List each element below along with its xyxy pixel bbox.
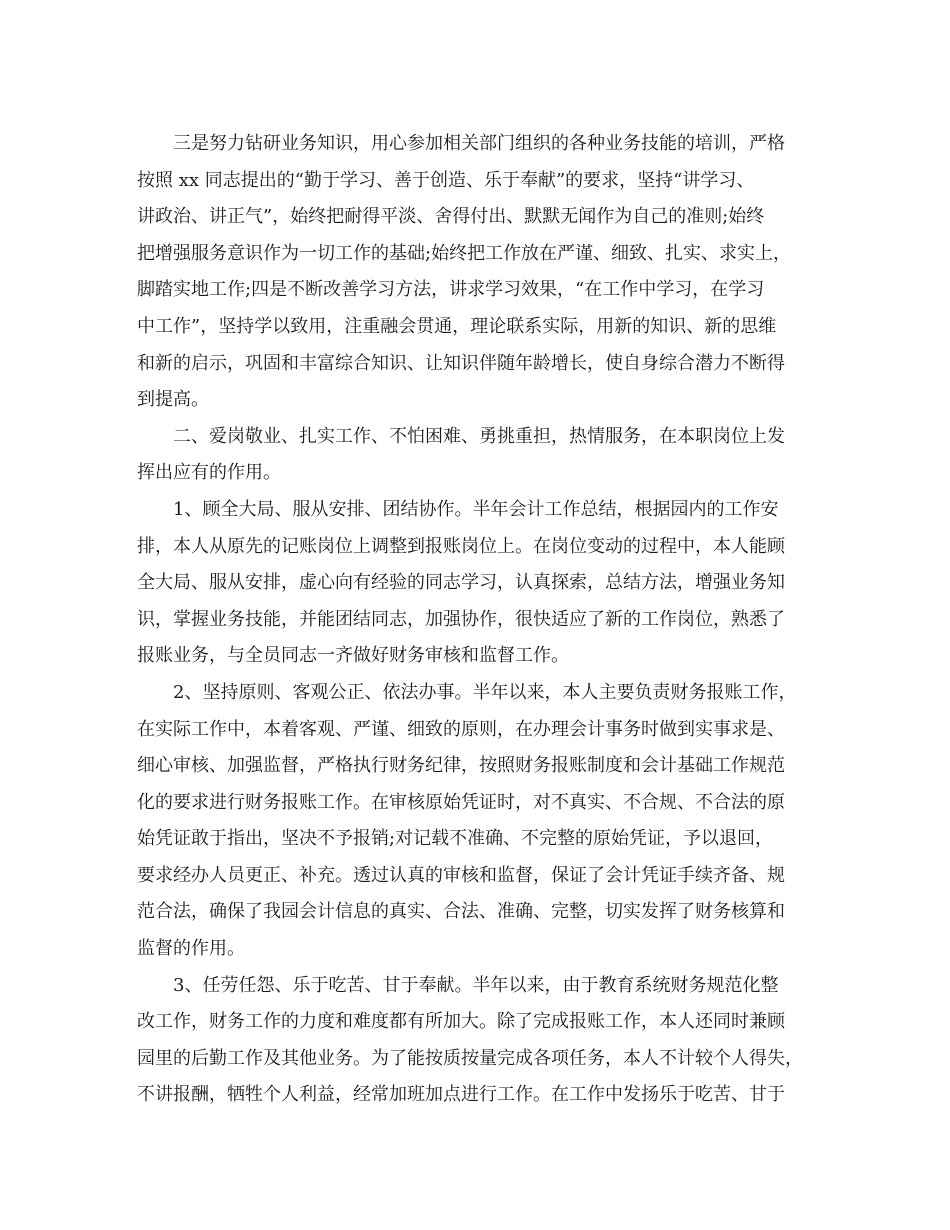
paragraph-line: 和新的启示，巩固和丰富综合知识、让知识伴随年龄增长，使自身综合潜力不断得 — [137, 352, 785, 374]
paragraph-line: 2、坚持原则、客观公正、依法办事。半年以来，本人主要负责财务报账工作， — [173, 681, 797, 703]
paragraph-line: 始凭证敢于指出，坚决不予报销;对记载不准确、不完整的原始凭证，予以退回， — [137, 828, 774, 850]
paragraph-line: 细心审核、加强监督，严格执行财务纪律，按照财务报账制度和会计基础工作规范 — [137, 755, 785, 777]
paragraph-line: 脚踏实地工作;四是不断改善学习方法，讲求学习效果，“在工作中学习，在学习 — [137, 279, 765, 301]
paragraph-line: 报账业务，与全员同志一齐做好财务审核和监督工作。 — [137, 645, 569, 667]
paragraph-line: 监督的作用。 — [137, 938, 245, 960]
paragraph-line: 讲政治、讲正气”，始终把耐得平淡、舍得付出、默默无闻作为自己的准则;始终 — [137, 206, 765, 228]
paragraph-line: 园里的后勤工作及其他业务。为了能按质按量完成各项任务，本人不计较个人得失， — [137, 1047, 803, 1069]
paragraph-line: 挥出应有的作用。 — [137, 462, 281, 484]
paragraph-line: 要求经办人员更正、补充。透过认真的审核和监督，保证了会计凭证手续齐备、规 — [137, 864, 785, 886]
paragraph-line: 把增强服务意识作为一切工作的基础;始终把工作放在严谨、细致、扎实、求实上， — [137, 242, 792, 264]
paragraph-line: 中工作”，坚持学以致用，注重融会贯通，理论联系实际，用新的知识、新的思维 — [137, 315, 777, 337]
paragraph-line: 识，掌握业务技能，并能团结同志，加强协作，很快适应了新的工作岗位，熟悉了 — [137, 608, 785, 630]
paragraph-line: 范合法，确保了我园会计信息的真实、合法、准确、完整，切实发挥了财务核算和 — [137, 901, 785, 923]
paragraph-line: 不讲报酬，牺牲个人利益，经常加班加点进行工作。在工作中发扬乐于吃苦、甘于 — [137, 1084, 785, 1106]
paragraph-line: 化的要求进行财务报账工作。在审核原始凭证时，对不真实、不合规、不合法的原 — [137, 791, 785, 813]
paragraph-line: 到提高。 — [137, 389, 209, 411]
paragraph-line: 改工作，财务工作的力度和难度都有所加大。除了完成报账工作，本人还同时兼顾 — [137, 1011, 785, 1033]
document-body — [137, 126, 817, 1114]
paragraph-line: 全大局、服从安排，虚心向有经验的同志学习，认真探索，总结方法，增强业务知 — [137, 572, 785, 594]
paragraph-line: 排，本人从原先的记账岗位上调整到报账岗位上。在岗位变动的过程中，本人能顾 — [137, 535, 785, 557]
paragraph-line: 1、顾全大局、服从安排、团结协作。半年会计工作总结，根据园内的工作安 — [173, 498, 779, 520]
paragraph-line: 三是努力钻研业务知识，用心参加相关部门组织的各种业务技能的培训，严格 — [173, 133, 785, 154]
paragraph-line: 在实际工作中，本着客观、严谨、细致的原则，在办理会计事务时做到实事求是、 — [137, 718, 785, 740]
paragraph-line: 二、爱岗敬业、扎实工作、不怕困难、勇挑重担，热情服务，在本职岗位上发 — [173, 425, 785, 447]
paragraph-line: 按照 xx 同志提出的“勤于学习、善于创造、乐于奉献”的要求，坚持“讲学习、 — [137, 169, 755, 191]
paragraph-line: 3、任劳任怨、乐于吃苦、甘于奉献。半年以来，由于教育系统财务规范化整 — [173, 974, 779, 996]
